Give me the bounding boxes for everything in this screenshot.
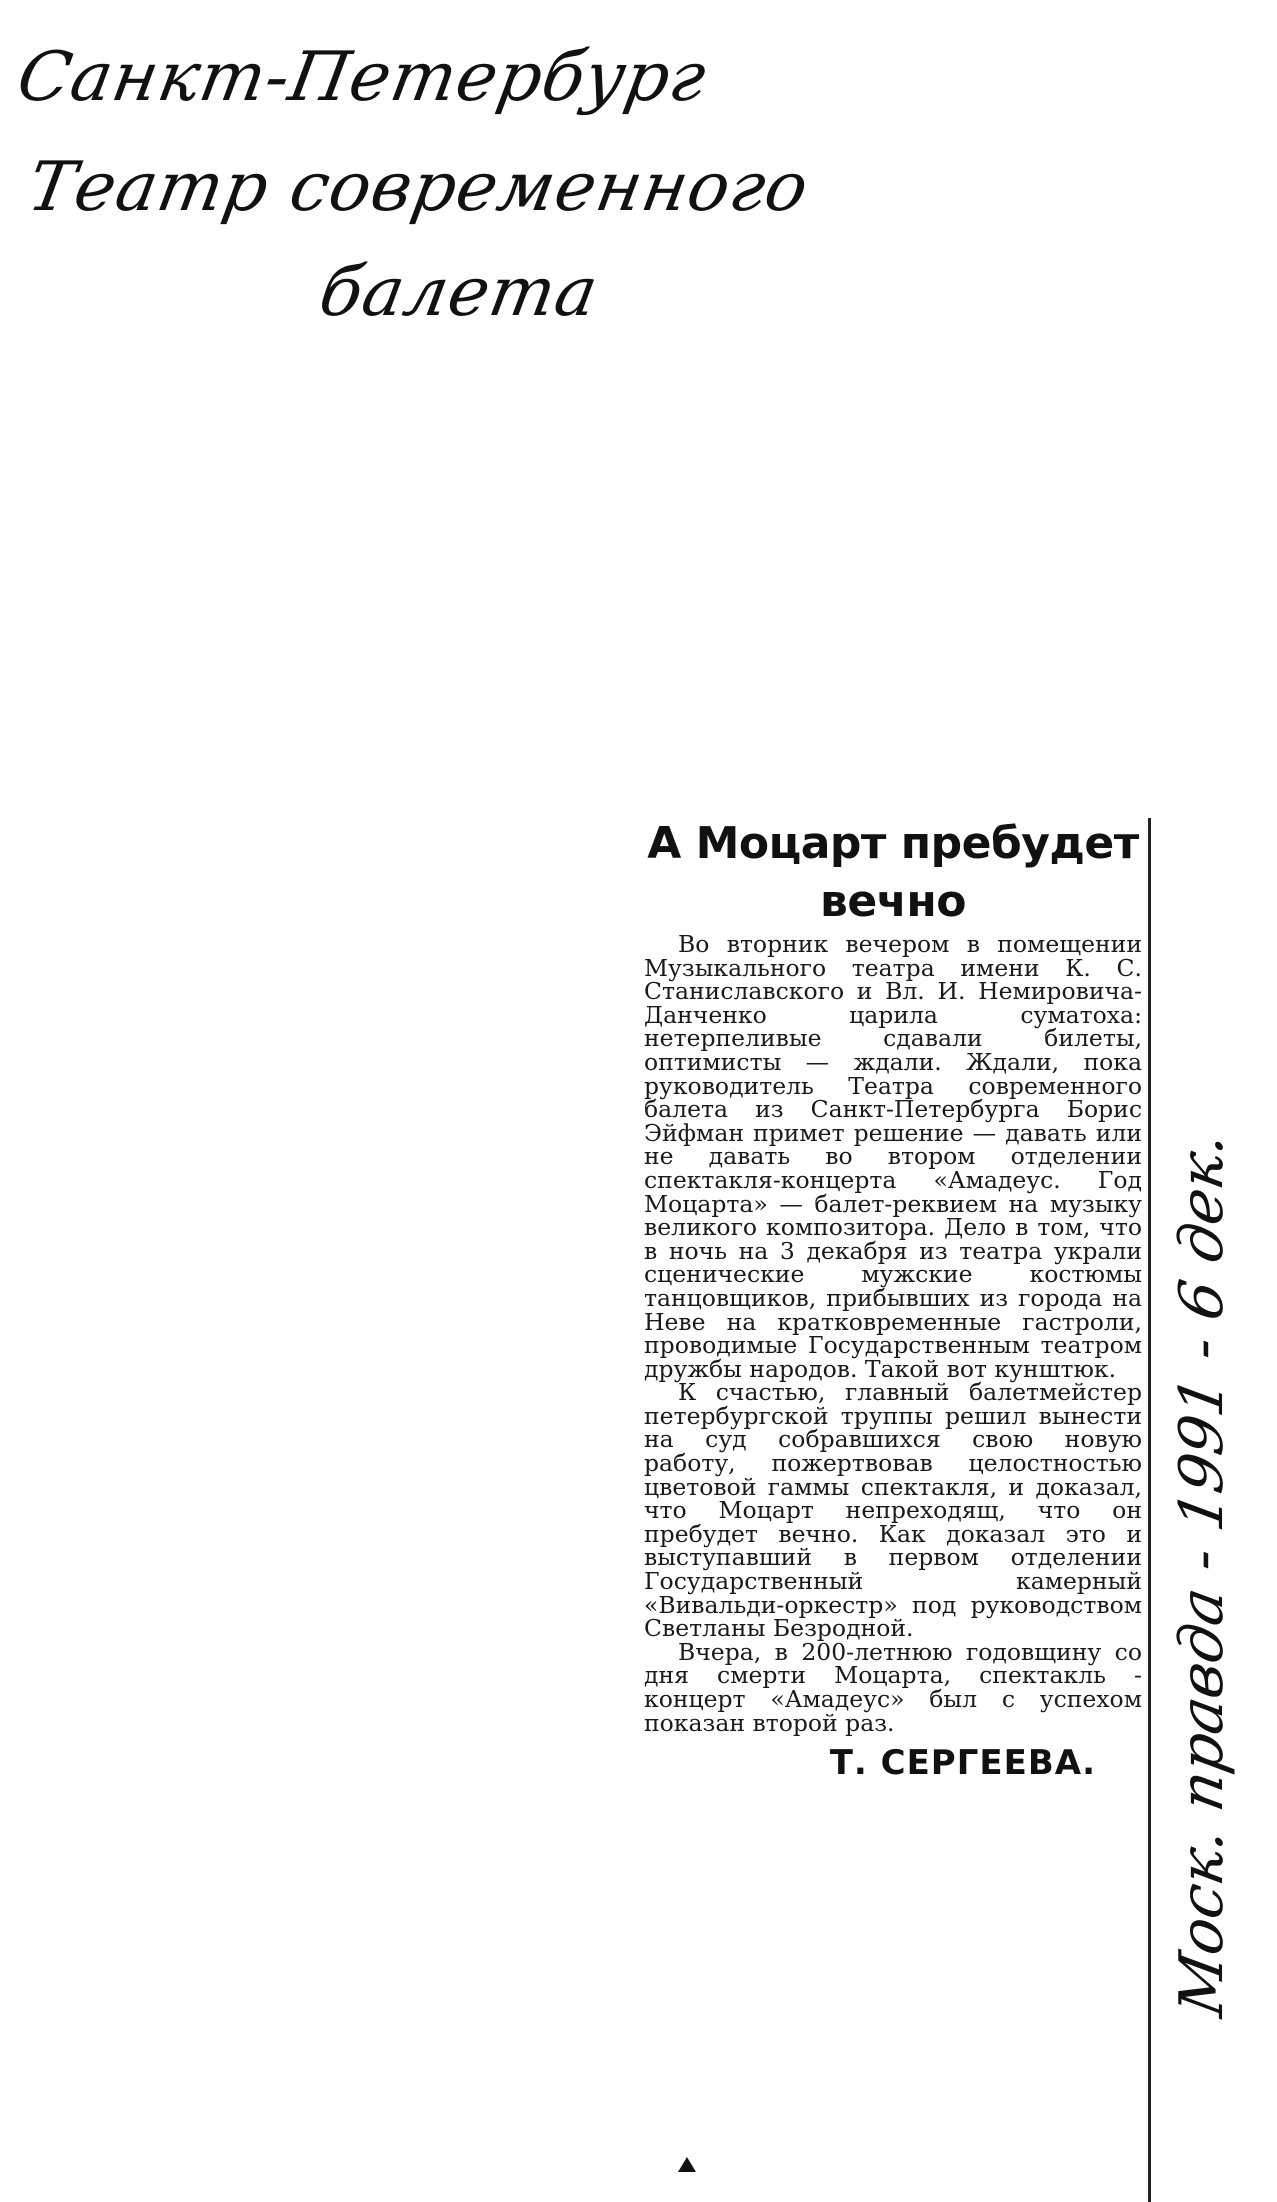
vertical-rule: [1148, 818, 1151, 2202]
article-paragraph-2: К счастью, главный балетмейстер петербургской труппы решил вынести на суд собравшихся свою новую работу, пожертвовав целостностью цветовой гаммы спектакля, и доказал, что Моцарт непреходящ, что он пребудет вечно. Как доказал это и выступавший в первом отделении Государственный камерный «Вивальди-оркестр» под руководством Светланы Безродной.: [644, 1378, 1142, 1643]
article-paragraph-1: Во вторник вечером в помещении Музыкального театра имени К. С. Станиславского и Вл. И. Немировича-Данченко царила суматоха: нетерпеливые сдавали билеты, оптимисты — ждали. Ждали, пока руководитель Театра современного балета из Санкт-Петербурга Борис Эйфман примет решение — давать или не давать во втором отделении спектакля-концерта «Амадеус. Год Моцарта» — балет-реквием на музыку великого композитора. Дело в том, что в ночь на 3 декабря из театра украли сценические мужские костюмы танцовщиков, прибывших из города на Неве на кратковременные гастроли, проводимые Государственным театром дружбы народов. Такой вот кунштюк.: [644, 930, 1142, 1383]
handwritten-line-city: Санкт-Петербург: [11, 38, 713, 117]
article-byline: Т. СЕРГЕЕВА.: [829, 1743, 1096, 1784]
handwritten-line-ballet: балета: [313, 253, 605, 332]
headline-line-1: А Моцарт пребудет: [647, 818, 1139, 869]
handwritten-source-note: Моск. правда - 1991 - 6 дек.: [1167, 1127, 1237, 2022]
ornament-icon: [676, 2156, 698, 2174]
headline-line-2: вечно: [819, 876, 967, 927]
article-headline: [644, 815, 1142, 931]
article-body: [644, 930, 1142, 1737]
newspaper-clipping: [644, 815, 1142, 1783]
handwritten-line-theatre: Театр современного: [22, 148, 815, 227]
article-paragraph-3: Вчера, в 200-летнюю годовщину со дня смерти Моцарта, спектакль - концерт «Амадеус» был с успехом показан второй раз.: [644, 1637, 1142, 1737]
